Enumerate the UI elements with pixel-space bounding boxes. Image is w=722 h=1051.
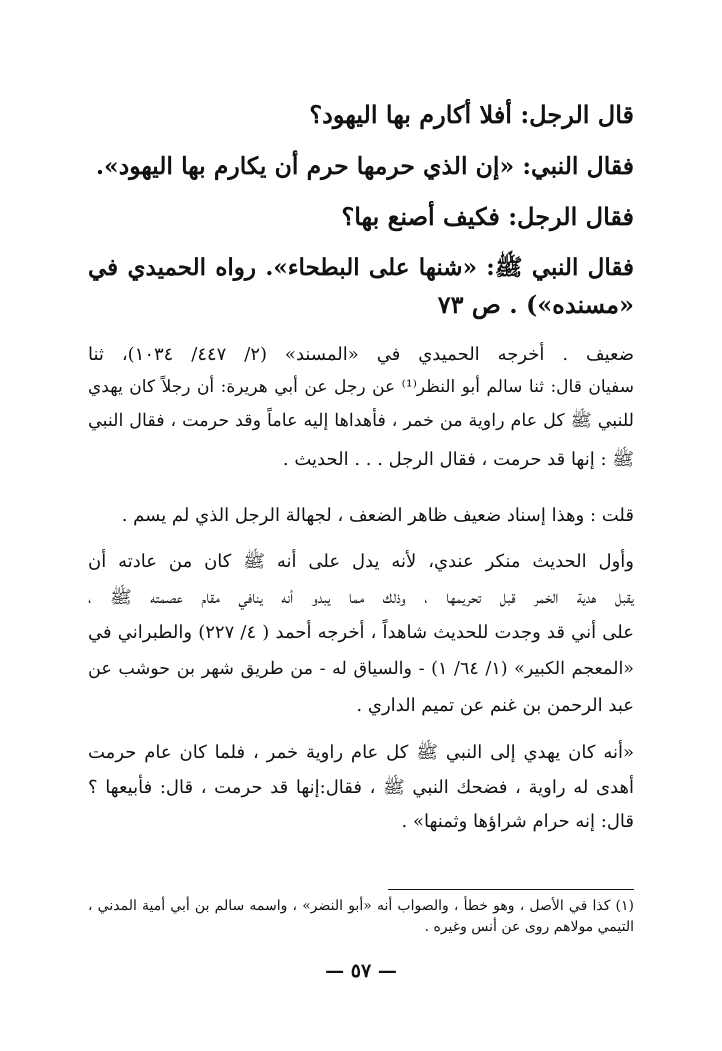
dialogue-line: فقال النبي ﷺ: «شنها على البطحاء». رواه الحميدي في [88, 254, 634, 281]
quote-line: أهدى له راوية ، فضحك النبي ﷺ ، فقال:إنها قد حرمت ، قال: فأبيعها ؟ [88, 777, 634, 798]
dialogue-line: قال الرجل: أفلا أكارم بها اليهود؟ [309, 100, 634, 129]
comment-line: قلت : وهذا إسناد ضعيف ظاهر الضعف ، لجهالة الرجل الذي لم يسم . [121, 505, 634, 526]
dialogue-line: فقال الرجل: فكيف أصنع بها؟ [341, 202, 634, 231]
paragraph-line: على أني قد وجدت للحديث شاهداً ، أخرجه أحمد ( ٤/ ٢٢٧) والطبراني في [88, 622, 634, 643]
quote-line: «أنه كان يهدي إلى النبي ﷺ كل عام راوية خمر ، فلما كان عام حرمت [88, 742, 634, 763]
paragraph-line: يقبل هدية الخمر قبل تحريمها ، وذلك مما يبدو أنه ينافي مقام عصمته ﷺ ، [88, 587, 634, 608]
page-number: — ٥٧ — [325, 960, 397, 982]
footnote-line: (١) كذا في الأصل ، وهو خطأ ، والصواب أنه «أبو النضر» ، واسمه سالم بن أبي أمية المدني ، [88, 898, 634, 914]
paragraph-line: ﷺ : إنها قد حرمت ، فقال الرجل . . . الحديث . [282, 449, 634, 470]
footnote-line: التيمي مولاهم روى عن أنس وغيره . [424, 919, 634, 935]
paragraph-line: ضعيف . أخرجه الحميدي في «المسند» (٢/ ٤٤٧/ ١٠٣٤)، ثنا [88, 344, 634, 365]
footnote-divider [388, 889, 634, 890]
paragraph-line: وأول الحديث منكر عندي، لأنه يدل على أنه ﷺ كان من عادته أن [88, 551, 634, 572]
paragraph-line: عبد الرحمن بن غنم عن تميم الداري . [356, 695, 634, 716]
paragraph-line: سفيان قال: ثنا سالم أبو النظر⁽¹⁾ عن رجل عن أبي هريرة: أن رجلاً كان يهدي [88, 377, 634, 397]
quote-line: قال: إنه حرام شراؤها وثمنها» . [401, 811, 634, 832]
dialogue-line: فقال النبي: «إن الذي حرمها حرم أن يكارم بها اليهود». [95, 152, 634, 180]
paragraph-line: «المعجم الكبير» (١/ ٦٤/ ١) - والسياق له - من طريق شهر بن حوشب عن [88, 659, 635, 679]
dialogue-line: «مسنده») . ص ٧٣ [437, 290, 634, 319]
paragraph-line: للنبي ﷺ كل عام راوية من خمر ، فأهداها إليه عاماً وقد حرمت ، فقال النبي [88, 411, 634, 431]
